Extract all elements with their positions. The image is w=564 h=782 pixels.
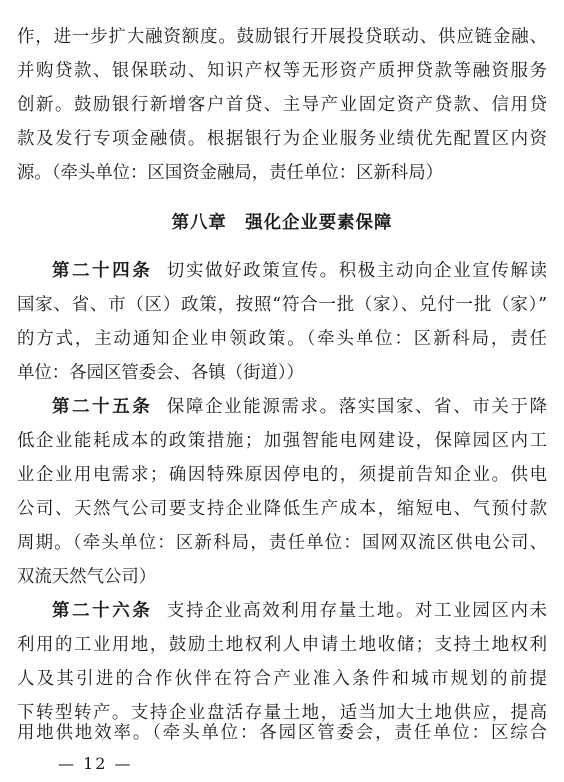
article-26-line: 利用的工业用地，鼓励土地权利人申请土地收储；支持土地权利 xyxy=(17,635,547,655)
article-25-text: 保障企业能源需求。落实国家、省、市关于降 xyxy=(166,397,547,417)
article-24-text: 切实做好政策宣传。积极主动向企业宣传解读 xyxy=(166,261,547,281)
article-26-text: 支持企业高效利用存量土地。对工业园区内未 xyxy=(166,601,547,621)
continuation-line: 作，进一步扩大融资额度。鼓励银行开展投贷联动、供应链金融、 xyxy=(17,27,547,47)
article-25-line: 业企业用电需求；确因特殊原因停电的，须提前告知企业。供电 xyxy=(17,465,547,485)
continuation-line: 创新。鼓励银行新增客户首贷、主导产业固定资产贷款、信用贷 xyxy=(17,95,547,115)
article-25-line: 公司、天然气公司要支持企业降低生产成本，缩短电、气预付款 xyxy=(17,499,547,519)
article-25-line: 周期。（牵头单位：区新科局，责任单位：国网双流区供电公司、 xyxy=(17,533,547,553)
article-26-first-line xyxy=(52,594,547,628)
continuation-line: 款及发行专项金融债。根据银行为企业服务业绩优先配置区内资 xyxy=(17,129,547,149)
article-25-label: 第二十五条 xyxy=(52,397,153,417)
page-number: — 12 — xyxy=(58,754,133,773)
article-24-line: 单位：各园区管委会、各镇（街道）） xyxy=(17,363,304,383)
chapter-title: 第八章 强化企业要素保障 xyxy=(171,213,393,233)
article-24-line: 的方式，主动通知企业申领政策。（牵头单位：区新科局，责任 xyxy=(17,329,547,349)
article-24-line: 国家、省、市（区）政策，按照“符合一批（家）、兑付一批（家）” xyxy=(17,295,547,315)
article-26-label: 第二十六条 xyxy=(52,601,153,621)
continuation-line: 源。（牵头单位：区国资金融局，责任单位：区新科局） xyxy=(17,163,444,183)
article-25-first-line xyxy=(52,390,547,424)
article-25-line: 双流天然气公司） xyxy=(17,567,157,587)
article-24-first-line xyxy=(52,254,547,288)
article-26-line: 人及其引进的合作伙伴在符合产业准入条件和城市规划的前提 xyxy=(17,669,547,689)
article-26-line: 用地供地效率。（牵头单位：各园区管委会，责任单位：区综合 xyxy=(17,723,547,743)
continuation-line: 并购贷款、银保联动、知识产权等无形资产质押贷款等融资服务 xyxy=(17,61,547,81)
article-25-line: 低企业能耗成本的政策措施；加强智能电网建设，保障园区内工 xyxy=(17,431,547,451)
article-24-label: 第二十四条 xyxy=(52,261,153,281)
article-26-line: 下转型转产。支持企业盘活存量土地，适当加大土地供应，提高 xyxy=(17,703,547,723)
